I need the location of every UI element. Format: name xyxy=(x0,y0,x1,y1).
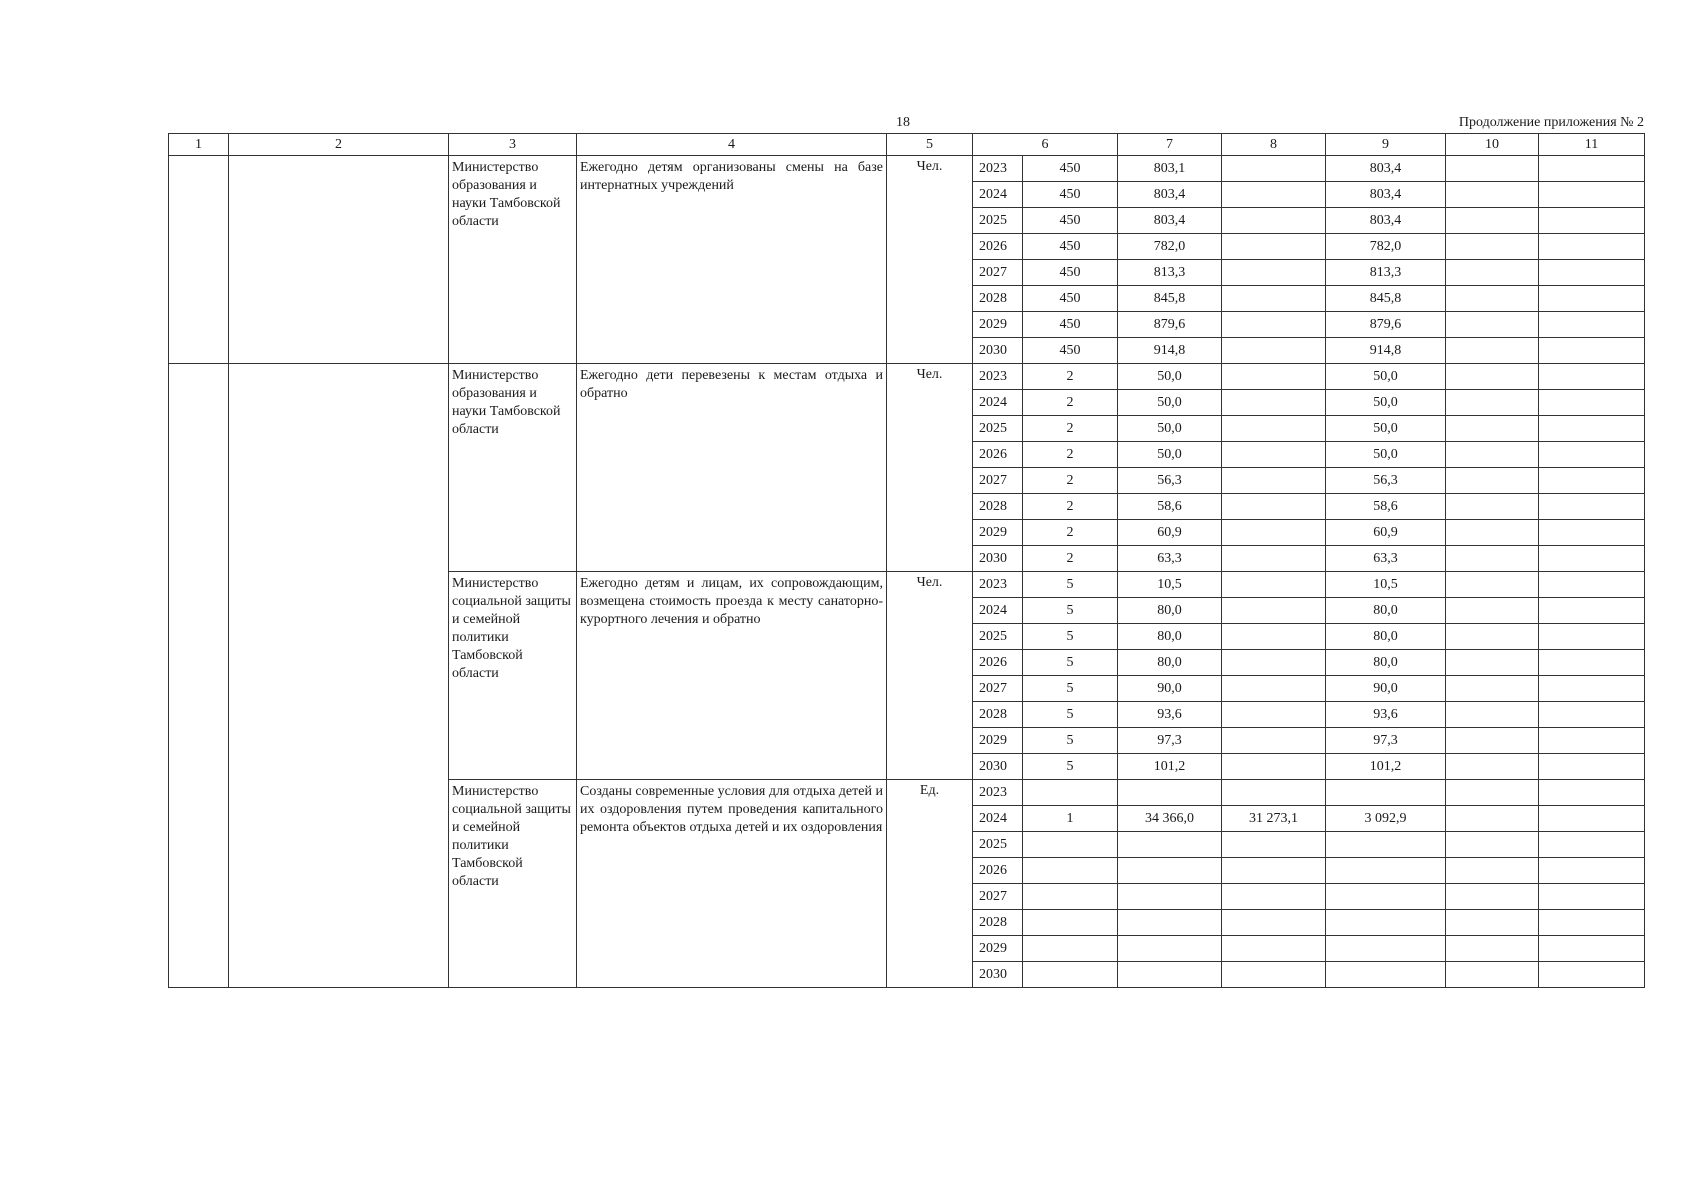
col1-cell xyxy=(169,156,229,364)
col11-cell xyxy=(1539,234,1645,260)
col8-cell xyxy=(1222,156,1326,182)
col8-cell xyxy=(1222,234,1326,260)
col11-cell xyxy=(1539,208,1645,234)
col7-cell: 80,0 xyxy=(1118,624,1222,650)
quantity-cell xyxy=(1023,780,1118,806)
column-header: 4 xyxy=(577,134,887,156)
quantity-cell xyxy=(1023,884,1118,910)
ministry-cell: Министерство образования и науки Тамбовской области xyxy=(449,364,577,572)
year-cell: 2023 xyxy=(973,572,1023,598)
col9-cell xyxy=(1326,962,1446,988)
col7-cell: 845,8 xyxy=(1118,286,1222,312)
page-number: 18 xyxy=(896,115,910,130)
quantity-cell: 450 xyxy=(1023,156,1118,182)
quantity-cell: 2 xyxy=(1023,546,1118,572)
col11-cell xyxy=(1539,312,1645,338)
unit-cell: Ед. xyxy=(887,780,973,988)
year-cell: 2030 xyxy=(973,754,1023,780)
col8-cell xyxy=(1222,208,1326,234)
year-cell: 2029 xyxy=(973,520,1023,546)
col9-cell: 803,4 xyxy=(1326,156,1446,182)
col7-cell: 803,4 xyxy=(1118,182,1222,208)
col9-cell xyxy=(1326,936,1446,962)
col7-cell: 50,0 xyxy=(1118,364,1222,390)
col9-cell: 97,3 xyxy=(1326,728,1446,754)
year-cell: 2028 xyxy=(973,702,1023,728)
col10-cell xyxy=(1446,364,1539,390)
col11-cell xyxy=(1539,156,1645,182)
column-header: 7 xyxy=(1118,134,1222,156)
col9-cell: 50,0 xyxy=(1326,364,1446,390)
col8-cell xyxy=(1222,338,1326,364)
ministry-cell: Министерство образования и науки Тамбовской области xyxy=(449,156,577,364)
col8-cell xyxy=(1222,676,1326,702)
col11-cell xyxy=(1539,572,1645,598)
col9-cell xyxy=(1326,832,1446,858)
col10-cell xyxy=(1446,156,1539,182)
year-cell: 2026 xyxy=(973,858,1023,884)
column-header: 1 xyxy=(169,134,229,156)
col10-cell xyxy=(1446,676,1539,702)
year-cell: 2025 xyxy=(973,624,1023,650)
quantity-cell: 5 xyxy=(1023,598,1118,624)
year-cell: 2024 xyxy=(973,598,1023,624)
col10-cell xyxy=(1446,546,1539,572)
quantity-cell: 5 xyxy=(1023,650,1118,676)
col10-cell xyxy=(1446,858,1539,884)
col9-cell: 101,2 xyxy=(1326,754,1446,780)
col7-cell: 50,0 xyxy=(1118,416,1222,442)
quantity-cell: 2 xyxy=(1023,442,1118,468)
quantity-cell: 450 xyxy=(1023,260,1118,286)
col8-cell xyxy=(1222,546,1326,572)
description-cell: Ежегодно детям и лицам, их сопровождающим, возмещена стоимость проезда к месту санаторно-курортного лечения и обратно xyxy=(577,572,887,780)
col9-cell xyxy=(1326,858,1446,884)
col7-cell: 60,9 xyxy=(1118,520,1222,546)
quantity-cell xyxy=(1023,832,1118,858)
year-cell: 2023 xyxy=(973,780,1023,806)
col7-cell: 813,3 xyxy=(1118,260,1222,286)
year-cell: 2027 xyxy=(973,676,1023,702)
col8-cell xyxy=(1222,260,1326,286)
col10-cell xyxy=(1446,520,1539,546)
col8-cell xyxy=(1222,884,1326,910)
quantity-cell: 450 xyxy=(1023,286,1118,312)
quantity-cell xyxy=(1023,858,1118,884)
col11-cell xyxy=(1539,832,1645,858)
col10-cell xyxy=(1446,728,1539,754)
col11-cell xyxy=(1539,884,1645,910)
col11-cell xyxy=(1539,260,1645,286)
col9-cell: 803,4 xyxy=(1326,182,1446,208)
quantity-cell: 2 xyxy=(1023,390,1118,416)
column-header: 10 xyxy=(1446,134,1539,156)
col9-cell: 80,0 xyxy=(1326,650,1446,676)
col9-cell: 80,0 xyxy=(1326,624,1446,650)
col10-cell xyxy=(1446,936,1539,962)
col10-cell xyxy=(1446,832,1539,858)
col9-cell: 50,0 xyxy=(1326,416,1446,442)
col10-cell xyxy=(1446,416,1539,442)
year-cell: 2028 xyxy=(973,286,1023,312)
col9-cell: 50,0 xyxy=(1326,390,1446,416)
col9-cell: 93,6 xyxy=(1326,702,1446,728)
col10-cell xyxy=(1446,572,1539,598)
ministry-cell: Министерство социальной защиты и семейной политики Тамбовской области xyxy=(449,780,577,988)
col8-cell xyxy=(1222,312,1326,338)
quantity-cell: 1 xyxy=(1023,806,1118,832)
quantity-cell: 5 xyxy=(1023,676,1118,702)
quantity-cell: 5 xyxy=(1023,728,1118,754)
col11-cell xyxy=(1539,962,1645,988)
quantity-cell: 5 xyxy=(1023,702,1118,728)
unit-cell: Чел. xyxy=(887,156,973,364)
col7-cell: 93,6 xyxy=(1118,702,1222,728)
column-header: 6 xyxy=(973,134,1118,156)
col11-cell xyxy=(1539,806,1645,832)
quantity-cell: 2 xyxy=(1023,520,1118,546)
col10-cell xyxy=(1446,208,1539,234)
col7-cell: 879,6 xyxy=(1118,312,1222,338)
year-cell: 2023 xyxy=(973,364,1023,390)
col9-cell: 914,8 xyxy=(1326,338,1446,364)
col8-cell xyxy=(1222,754,1326,780)
year-cell: 2030 xyxy=(973,962,1023,988)
column-header-row xyxy=(169,134,1645,156)
col8-cell xyxy=(1222,780,1326,806)
col7-cell xyxy=(1118,936,1222,962)
year-cell: 2028 xyxy=(973,910,1023,936)
year-cell: 2026 xyxy=(973,650,1023,676)
col8-cell xyxy=(1222,468,1326,494)
quantity-cell xyxy=(1023,962,1118,988)
quantity-cell xyxy=(1023,910,1118,936)
col9-cell: 782,0 xyxy=(1326,234,1446,260)
column-header: 3 xyxy=(449,134,577,156)
col7-cell: 10,5 xyxy=(1118,572,1222,598)
col7-cell: 58,6 xyxy=(1118,494,1222,520)
year-cell: 2024 xyxy=(973,806,1023,832)
col11-cell xyxy=(1539,520,1645,546)
col1-cell xyxy=(169,364,229,988)
col11-cell xyxy=(1539,338,1645,364)
col8-cell xyxy=(1222,650,1326,676)
col8-cell xyxy=(1222,832,1326,858)
col8-cell xyxy=(1222,390,1326,416)
col10-cell xyxy=(1446,182,1539,208)
col9-cell: 813,3 xyxy=(1326,260,1446,286)
col7-cell xyxy=(1118,962,1222,988)
year-cell: 2027 xyxy=(973,260,1023,286)
col11-cell xyxy=(1539,728,1645,754)
col7-cell: 63,3 xyxy=(1118,546,1222,572)
column-header: 11 xyxy=(1539,134,1645,156)
col10-cell xyxy=(1446,468,1539,494)
col11-cell xyxy=(1539,858,1645,884)
col10-cell xyxy=(1446,754,1539,780)
col8-cell: 31 273,1 xyxy=(1222,806,1326,832)
col9-cell: 58,6 xyxy=(1326,494,1446,520)
year-cell: 2026 xyxy=(973,234,1023,260)
appendix-table xyxy=(168,133,1645,988)
col11-cell xyxy=(1539,494,1645,520)
col10-cell xyxy=(1446,910,1539,936)
description-cell: Ежегодно детям организованы смены на базе интернатных учреждений xyxy=(577,156,887,364)
col10-cell xyxy=(1446,624,1539,650)
col8-cell xyxy=(1222,598,1326,624)
col10-cell xyxy=(1446,494,1539,520)
col7-cell: 80,0 xyxy=(1118,650,1222,676)
col8-cell xyxy=(1222,416,1326,442)
col11-cell xyxy=(1539,390,1645,416)
col11-cell xyxy=(1539,624,1645,650)
col10-cell xyxy=(1446,442,1539,468)
col9-cell: 803,4 xyxy=(1326,208,1446,234)
year-cell: 2023 xyxy=(973,156,1023,182)
col11-cell xyxy=(1539,416,1645,442)
col8-cell xyxy=(1222,520,1326,546)
col8-cell xyxy=(1222,858,1326,884)
col11-cell xyxy=(1539,702,1645,728)
col10-cell xyxy=(1446,390,1539,416)
col10-cell xyxy=(1446,312,1539,338)
year-cell: 2024 xyxy=(973,390,1023,416)
year-cell: 2030 xyxy=(973,546,1023,572)
col7-cell xyxy=(1118,832,1222,858)
year-cell: 2025 xyxy=(973,208,1023,234)
quantity-cell: 450 xyxy=(1023,234,1118,260)
column-header: 2 xyxy=(229,134,449,156)
quantity-cell: 5 xyxy=(1023,572,1118,598)
col9-cell: 80,0 xyxy=(1326,598,1446,624)
col11-cell xyxy=(1539,182,1645,208)
col10-cell xyxy=(1446,702,1539,728)
description-cell: Созданы современные условия для отдыха детей и их оздоровления путем проведения капитального ремонта объектов отдыха детей и их оздоровления xyxy=(577,780,887,988)
col8-cell xyxy=(1222,286,1326,312)
col2-cell xyxy=(229,364,449,988)
col7-cell: 50,0 xyxy=(1118,442,1222,468)
col7-cell: 56,3 xyxy=(1118,468,1222,494)
year-cell: 2024 xyxy=(973,182,1023,208)
col7-cell: 803,4 xyxy=(1118,208,1222,234)
col8-cell xyxy=(1222,182,1326,208)
col8-cell xyxy=(1222,364,1326,390)
col8-cell xyxy=(1222,442,1326,468)
col8-cell xyxy=(1222,962,1326,988)
table-row xyxy=(169,156,1645,182)
col7-cell: 101,2 xyxy=(1118,754,1222,780)
col11-cell xyxy=(1539,364,1645,390)
quantity-cell: 5 xyxy=(1023,624,1118,650)
quantity-cell: 2 xyxy=(1023,468,1118,494)
year-cell: 2027 xyxy=(973,884,1023,910)
col8-cell xyxy=(1222,910,1326,936)
col11-cell xyxy=(1539,650,1645,676)
year-cell: 2026 xyxy=(973,442,1023,468)
col9-cell: 63,3 xyxy=(1326,546,1446,572)
col9-cell xyxy=(1326,884,1446,910)
col11-cell xyxy=(1539,754,1645,780)
col7-cell xyxy=(1118,780,1222,806)
col7-cell: 90,0 xyxy=(1118,676,1222,702)
col8-cell xyxy=(1222,572,1326,598)
col10-cell xyxy=(1446,338,1539,364)
col8-cell xyxy=(1222,728,1326,754)
unit-cell: Чел. xyxy=(887,572,973,780)
col9-cell xyxy=(1326,910,1446,936)
year-cell: 2025 xyxy=(973,416,1023,442)
col10-cell xyxy=(1446,780,1539,806)
year-cell: 2029 xyxy=(973,936,1023,962)
col7-cell: 97,3 xyxy=(1118,728,1222,754)
quantity-cell: 450 xyxy=(1023,208,1118,234)
col10-cell xyxy=(1446,234,1539,260)
col10-cell xyxy=(1446,598,1539,624)
col10-cell xyxy=(1446,650,1539,676)
quantity-cell: 5 xyxy=(1023,754,1118,780)
col2-cell xyxy=(229,156,449,364)
year-cell: 2025 xyxy=(973,832,1023,858)
col7-cell: 782,0 xyxy=(1118,234,1222,260)
col11-cell xyxy=(1539,676,1645,702)
col7-cell: 80,0 xyxy=(1118,598,1222,624)
col9-cell: 60,9 xyxy=(1326,520,1446,546)
col11-cell xyxy=(1539,286,1645,312)
col9-cell: 90,0 xyxy=(1326,676,1446,702)
col11-cell xyxy=(1539,910,1645,936)
col9-cell: 845,8 xyxy=(1326,286,1446,312)
col8-cell xyxy=(1222,624,1326,650)
unit-cell: Чел. xyxy=(887,364,973,572)
continuation-note: Продолжение приложения № 2 xyxy=(1458,115,1644,130)
col11-cell xyxy=(1539,468,1645,494)
description-cell: Ежегодно дети перевезены к местам отдыха и обратно xyxy=(577,364,887,572)
col8-cell xyxy=(1222,936,1326,962)
col10-cell xyxy=(1446,884,1539,910)
col7-cell xyxy=(1118,884,1222,910)
quantity-cell xyxy=(1023,936,1118,962)
col11-cell xyxy=(1539,780,1645,806)
col7-cell: 50,0 xyxy=(1118,390,1222,416)
table-body xyxy=(169,156,1645,988)
column-header: 9 xyxy=(1326,134,1446,156)
col11-cell xyxy=(1539,546,1645,572)
column-header: 8 xyxy=(1222,134,1326,156)
col7-cell: 803,1 xyxy=(1118,156,1222,182)
col9-cell: 879,6 xyxy=(1326,312,1446,338)
col9-cell: 56,3 xyxy=(1326,468,1446,494)
col7-cell: 34 366,0 xyxy=(1118,806,1222,832)
year-cell: 2029 xyxy=(973,312,1023,338)
year-cell: 2029 xyxy=(973,728,1023,754)
quantity-cell: 450 xyxy=(1023,338,1118,364)
col8-cell xyxy=(1222,702,1326,728)
quantity-cell: 2 xyxy=(1023,494,1118,520)
year-cell: 2028 xyxy=(973,494,1023,520)
quantity-cell: 2 xyxy=(1023,364,1118,390)
col7-cell: 914,8 xyxy=(1118,338,1222,364)
col7-cell xyxy=(1118,910,1222,936)
col11-cell xyxy=(1539,442,1645,468)
col9-cell: 3 092,9 xyxy=(1326,806,1446,832)
col10-cell xyxy=(1446,962,1539,988)
col11-cell xyxy=(1539,936,1645,962)
column-header: 5 xyxy=(887,134,973,156)
quantity-cell: 2 xyxy=(1023,416,1118,442)
quantity-cell: 450 xyxy=(1023,312,1118,338)
table-row xyxy=(169,364,1645,390)
quantity-cell: 450 xyxy=(1023,182,1118,208)
col7-cell xyxy=(1118,858,1222,884)
col10-cell xyxy=(1446,260,1539,286)
ministry-cell: Министерство социальной защиты и семейной политики Тамбовской области xyxy=(449,572,577,780)
col9-cell: 50,0 xyxy=(1326,442,1446,468)
col8-cell xyxy=(1222,494,1326,520)
col11-cell xyxy=(1539,598,1645,624)
year-cell: 2027 xyxy=(973,468,1023,494)
year-cell: 2030 xyxy=(973,338,1023,364)
col10-cell xyxy=(1446,286,1539,312)
col9-cell xyxy=(1326,780,1446,806)
col10-cell xyxy=(1446,806,1539,832)
col9-cell: 10,5 xyxy=(1326,572,1446,598)
